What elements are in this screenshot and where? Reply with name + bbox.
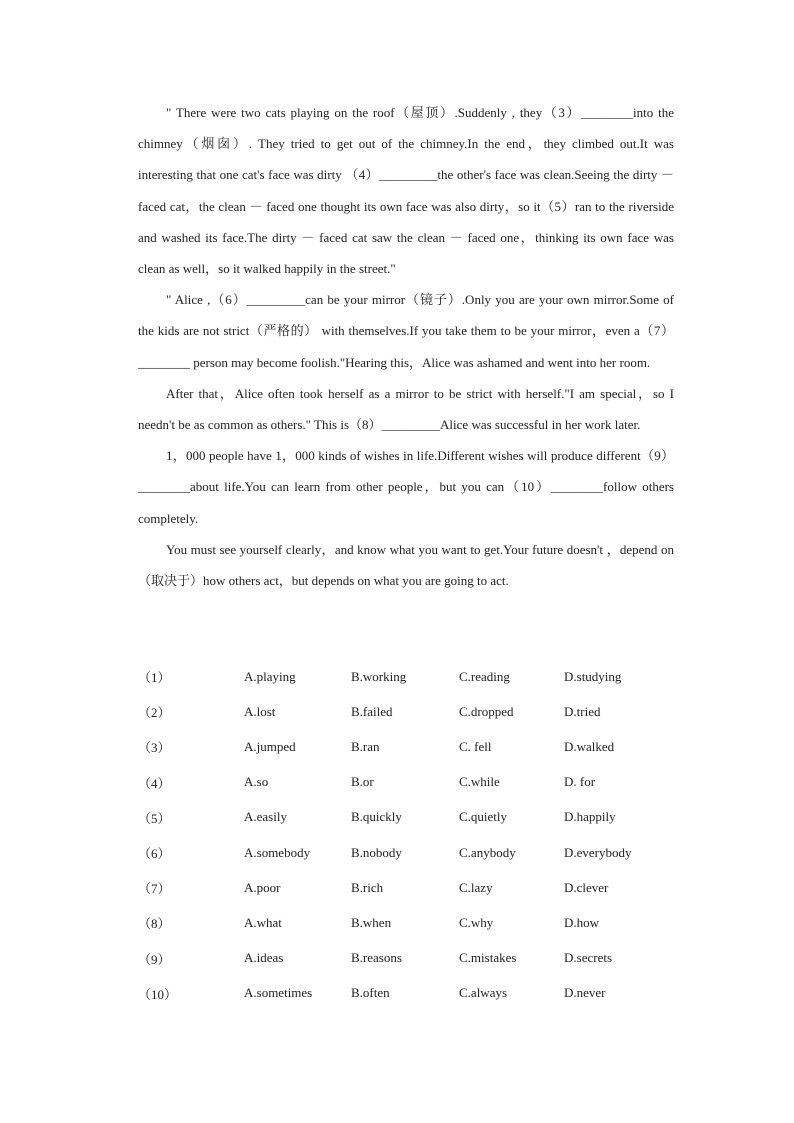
option-row-3 bbox=[138, 729, 698, 764]
option-c: C.anybody bbox=[459, 844, 516, 860]
question-number: （6） bbox=[138, 846, 171, 862]
option-b: B.working bbox=[351, 668, 407, 684]
question-number: （5） bbox=[138, 810, 171, 826]
option-a: A.jumped bbox=[244, 738, 296, 754]
option-b: B.often bbox=[351, 985, 390, 1001]
option-row-2 bbox=[138, 694, 698, 729]
question-number: （3） bbox=[138, 740, 171, 756]
option-c: C. fell bbox=[459, 738, 492, 754]
option-row-8 bbox=[138, 905, 698, 940]
option-d: D.never bbox=[564, 985, 606, 1001]
option-a: A.easily bbox=[244, 809, 287, 825]
option-c: C.lazy bbox=[459, 879, 493, 895]
option-c: C.mistakes bbox=[459, 950, 517, 966]
option-a: A.playing bbox=[244, 668, 296, 684]
question-number: （7） bbox=[138, 881, 171, 897]
option-b: B.or bbox=[351, 774, 374, 790]
option-d: D.tried bbox=[564, 703, 601, 719]
option-b: B.nobody bbox=[351, 844, 402, 860]
option-row-7 bbox=[138, 870, 698, 905]
option-c: C.reading bbox=[459, 668, 510, 684]
option-b: B.quickly bbox=[351, 809, 402, 825]
passage-paragraph-5: You must see yourself clearly，and know what you want to get.Your future doesn't ，depend on （取决于）how others act，but depends on what you are going to act. bbox=[138, 541, 674, 589]
option-a: A.so bbox=[244, 774, 269, 790]
option-c: C.always bbox=[459, 985, 508, 1001]
option-a: A.lost bbox=[244, 703, 276, 719]
option-d: D. for bbox=[564, 774, 596, 790]
passage-paragraph-4: 1，000 people have 1，000 kinds of wishes in life.Different wishes will produce different（9）________about life.You can learn from other people，but you can（10）________follow others completely. bbox=[138, 448, 674, 526]
option-a: A.sometimes bbox=[244, 985, 313, 1001]
reading-passage bbox=[138, 97, 674, 596]
option-c: C.why bbox=[459, 914, 494, 930]
option-d: D.secrets bbox=[564, 950, 613, 966]
option-row-6 bbox=[138, 835, 698, 870]
option-d: D.studying bbox=[564, 668, 622, 684]
question-number: （2） bbox=[138, 705, 171, 721]
option-row-9 bbox=[138, 941, 698, 976]
option-b: B.rich bbox=[351, 879, 384, 895]
option-d: D.clever bbox=[564, 879, 609, 895]
option-b: B.when bbox=[351, 914, 392, 930]
passage-paragraph-3: After that，Alice often took herself as a mirror to be strict with herself."I am special，so I needn't be as common as others." This is（8）_________Alice was successful in her work later. bbox=[138, 385, 674, 433]
option-d: D.how bbox=[564, 914, 600, 930]
option-d: D.everybody bbox=[564, 844, 632, 860]
option-c: C.quietly bbox=[459, 809, 508, 825]
question-number: （8） bbox=[138, 916, 171, 932]
question-number: （9） bbox=[138, 951, 171, 967]
option-b: B.reasons bbox=[351, 950, 402, 966]
option-row-4 bbox=[138, 765, 698, 800]
option-a: A.what bbox=[244, 914, 282, 930]
option-a: A.ideas bbox=[244, 950, 284, 966]
passage-paragraph-2: " Alice ,（6）_________can be your mirror（镜子）.Only you are your own mirror.Some of the kids are not strict（严格的） with themselves.If you take them to be your mirror，even a（7）________ person may become foolish."Hearing this，Alice was ashamed and went into her room. bbox=[138, 292, 674, 370]
option-row-5 bbox=[138, 800, 698, 835]
option-c: C.while bbox=[459, 774, 500, 790]
option-c: C.dropped bbox=[459, 703, 514, 719]
option-d: D.happily bbox=[564, 809, 616, 825]
option-a: A.somebody bbox=[244, 844, 311, 860]
question-number: （1） bbox=[138, 670, 171, 686]
option-b: B.failed bbox=[351, 703, 393, 719]
option-row-10 bbox=[138, 976, 698, 1011]
question-number: （4） bbox=[138, 775, 171, 791]
question-number: （10） bbox=[138, 986, 178, 1002]
answer-options-table bbox=[138, 659, 698, 1011]
option-a: A.poor bbox=[244, 879, 281, 895]
passage-paragraph-1: " There were two cats playing on the roof（屋顶）.Suddenly , they（3）________into the chimney（烟囱）. They tried to get out of the chimney.In the end，they climbed out.It was interesting that one cat's face was dirty （4）_________the other's face was clean.Seeing the dirty － faced cat，the clean － faced one thought its own face was also dirty，so it（5）ran to the riverside and washed its face.The dirty － faced cat saw the clean － faced one，thinking its own face was clean as well，so it walked happily in the street." bbox=[138, 105, 674, 277]
option-d: D.walked bbox=[564, 738, 615, 754]
option-row-1 bbox=[138, 659, 698, 694]
option-b: B.ran bbox=[351, 738, 380, 754]
